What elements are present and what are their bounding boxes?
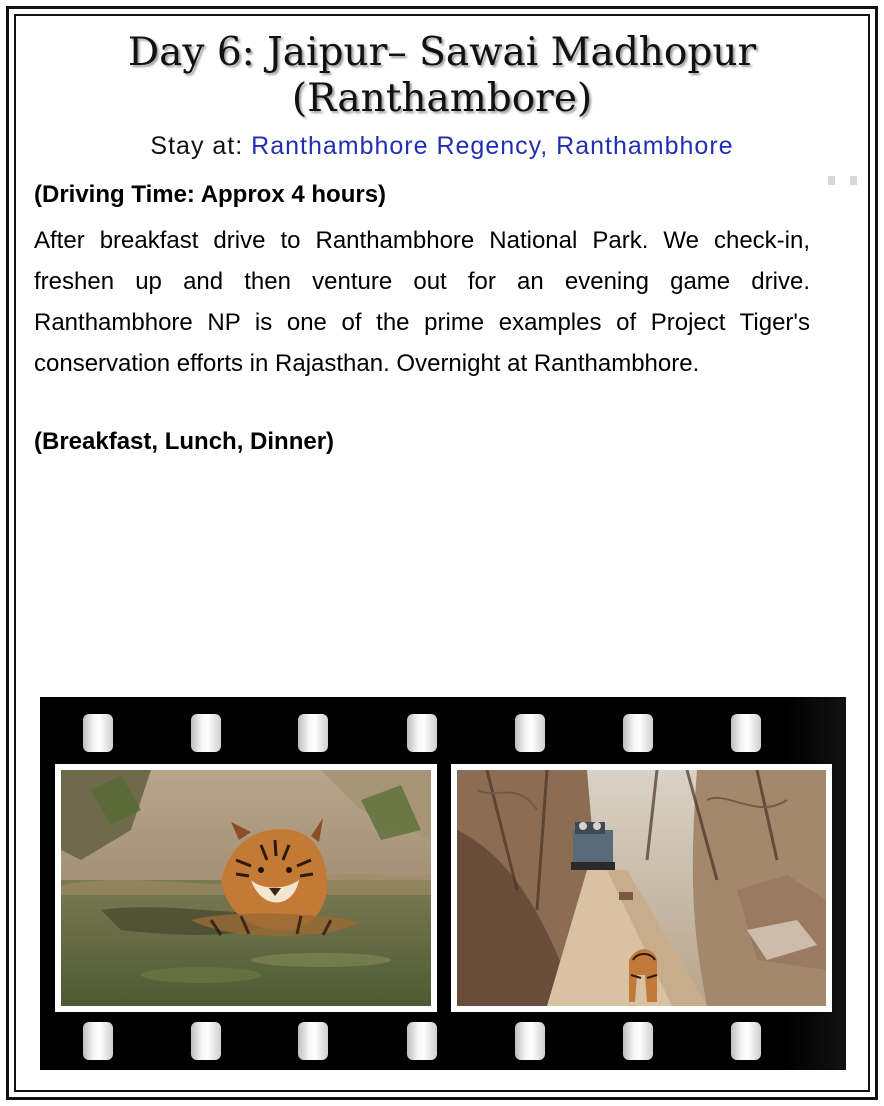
tiger-on-forest-track-photo: [451, 764, 832, 1012]
sprocket-hole: [83, 1022, 113, 1060]
sprocket-hole: [83, 714, 113, 752]
sprocket-hole: [731, 714, 761, 752]
stay-label: Stay at:: [150, 132, 252, 160]
sprocket-hole: [515, 1022, 545, 1060]
sprocket-hole: [298, 714, 328, 752]
meals-included: (Breakfast, Lunch, Dinner): [34, 428, 335, 455]
sprocket-hole: [407, 1022, 437, 1060]
driving-time: (Driving Time: Approx 4 hours): [34, 181, 387, 208]
day-description: After breakfast drive to Ranthambhore National Park. We check-in, freshen up and then venture out for an evening game drive. Ranthambhore NP is one of the prime examples of Project Tiger's conservation efforts in Rajasthan. Overnight at Ranthambhore.: [34, 227, 810, 377]
sprocket-hole: [515, 714, 545, 752]
sprocket-hole: [191, 714, 221, 752]
tiger-in-water-photo: [55, 764, 437, 1012]
sprocket-hole: [191, 1022, 221, 1060]
sprocket-hole: [731, 1022, 761, 1060]
sprocket-hole: [298, 1022, 328, 1060]
title-line-2: (Ranthambore): [291, 76, 593, 121]
hotel-link[interactable]: Ranthambhore Regency, Ranthambhore: [251, 132, 734, 160]
sprocket-hole: [623, 714, 653, 752]
decorative-mark: [828, 176, 858, 186]
filmstrip: [40, 697, 846, 1070]
sprocket-hole: [623, 1022, 653, 1060]
page-title: [20, 30, 864, 122]
sprocket-hole: [407, 714, 437, 752]
stay-line: [20, 132, 864, 161]
title-line-1: Day 6: Jaipur– Sawai Madhopur: [127, 30, 757, 75]
